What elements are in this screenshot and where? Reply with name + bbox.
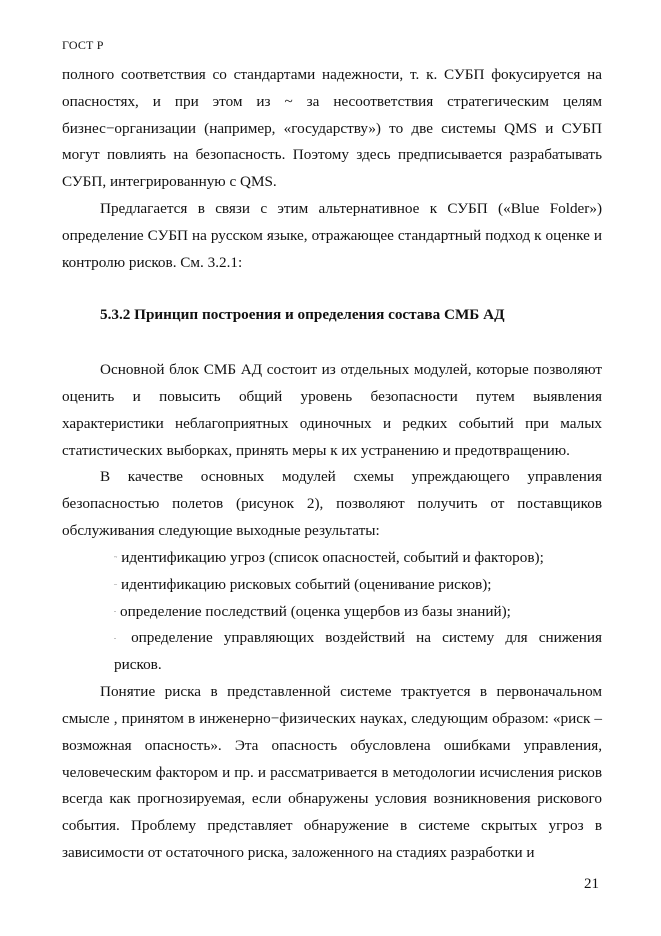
paragraph-risk-concept: Понятие риска в представленной системе трактуется в первоначальном смысле , принятом в инженерно−физических науках, следующим образом: «риск – возможная опасность». Эта опасность обусловлена ошибками управления, человеческим фактором и пр. и рассматривается в методологии исчисления рисков всегда как прогнозируемая, если обнаружены условия возникновения рискового события. Проблему представляет обнаружение в системе скрытых угроз в зависимости от остаточного риска, заложенного на стадиях разработки и: [62, 683, 602, 861]
section-heading: 5.3.2 Принцип построения и определения состава СМБ АД: [100, 306, 505, 324]
paragraph-main-block: Основной блок СМБ АД состоит из отдельных модулей, которые позволяют оценить и повысить общий уровень безопасности путем выявления характеристики неблагоприятных одиночных и редких событий при малых статистических выборках, принять меры к их устранению и предотвращению.: [62, 361, 602, 459]
list-bullet: -: [114, 635, 116, 642]
list-item-text: идентификацию угроз (список опасностей, событий и факторов);: [121, 548, 544, 566]
paragraph-continuation: полного соответствия со стандартами надежности, т. к. СУБП фокусируется на опасностях, и при этом из ~ за несоответствия стратегическим целям бизнес−организации (например, «государству») то две системы QMS и СУБП могут повлиять на безопасность. Поэтому здесь предписывается разрабатывать СУБП, интегрированную с QMS.: [62, 66, 602, 191]
list-item-text: идентификацию рисковых событий (оценивание рисков);: [121, 575, 492, 593]
page-header-standard: ГОСТ Р: [62, 38, 104, 52]
list-item-text: определение управляющих воздействий на систему для снижения рисков.: [114, 629, 602, 674]
list-item: [114, 545, 602, 572]
list-item-text: определение последствий (оценка ущербов из базы знаний);: [120, 602, 511, 620]
list-item: [114, 625, 602, 679]
list-bullet: -: [114, 608, 116, 615]
list-bullet: ~: [114, 554, 118, 561]
document-body: [62, 62, 602, 867]
paragraph-main-modules: В качестве основных модулей схемы упреждающего управления безопасностью полетов (рисунок 2), позволяют получить от поставщиков обслуживания следующие выходные результаты:: [62, 468, 602, 539]
list-item: [114, 572, 602, 599]
output-results-list: [62, 545, 602, 679]
paragraph-alternative-definition: Предлагается в связи с этим альтернативное к СУБП («Blue Folder») определение СУБП на русском языке, отражающее стандартный подход к оценке и контролю рисков. См. 3.2.1:: [62, 199, 602, 271]
list-item: [114, 599, 602, 626]
list-bullet: –: [114, 581, 117, 588]
page-number: 21: [584, 876, 599, 892]
